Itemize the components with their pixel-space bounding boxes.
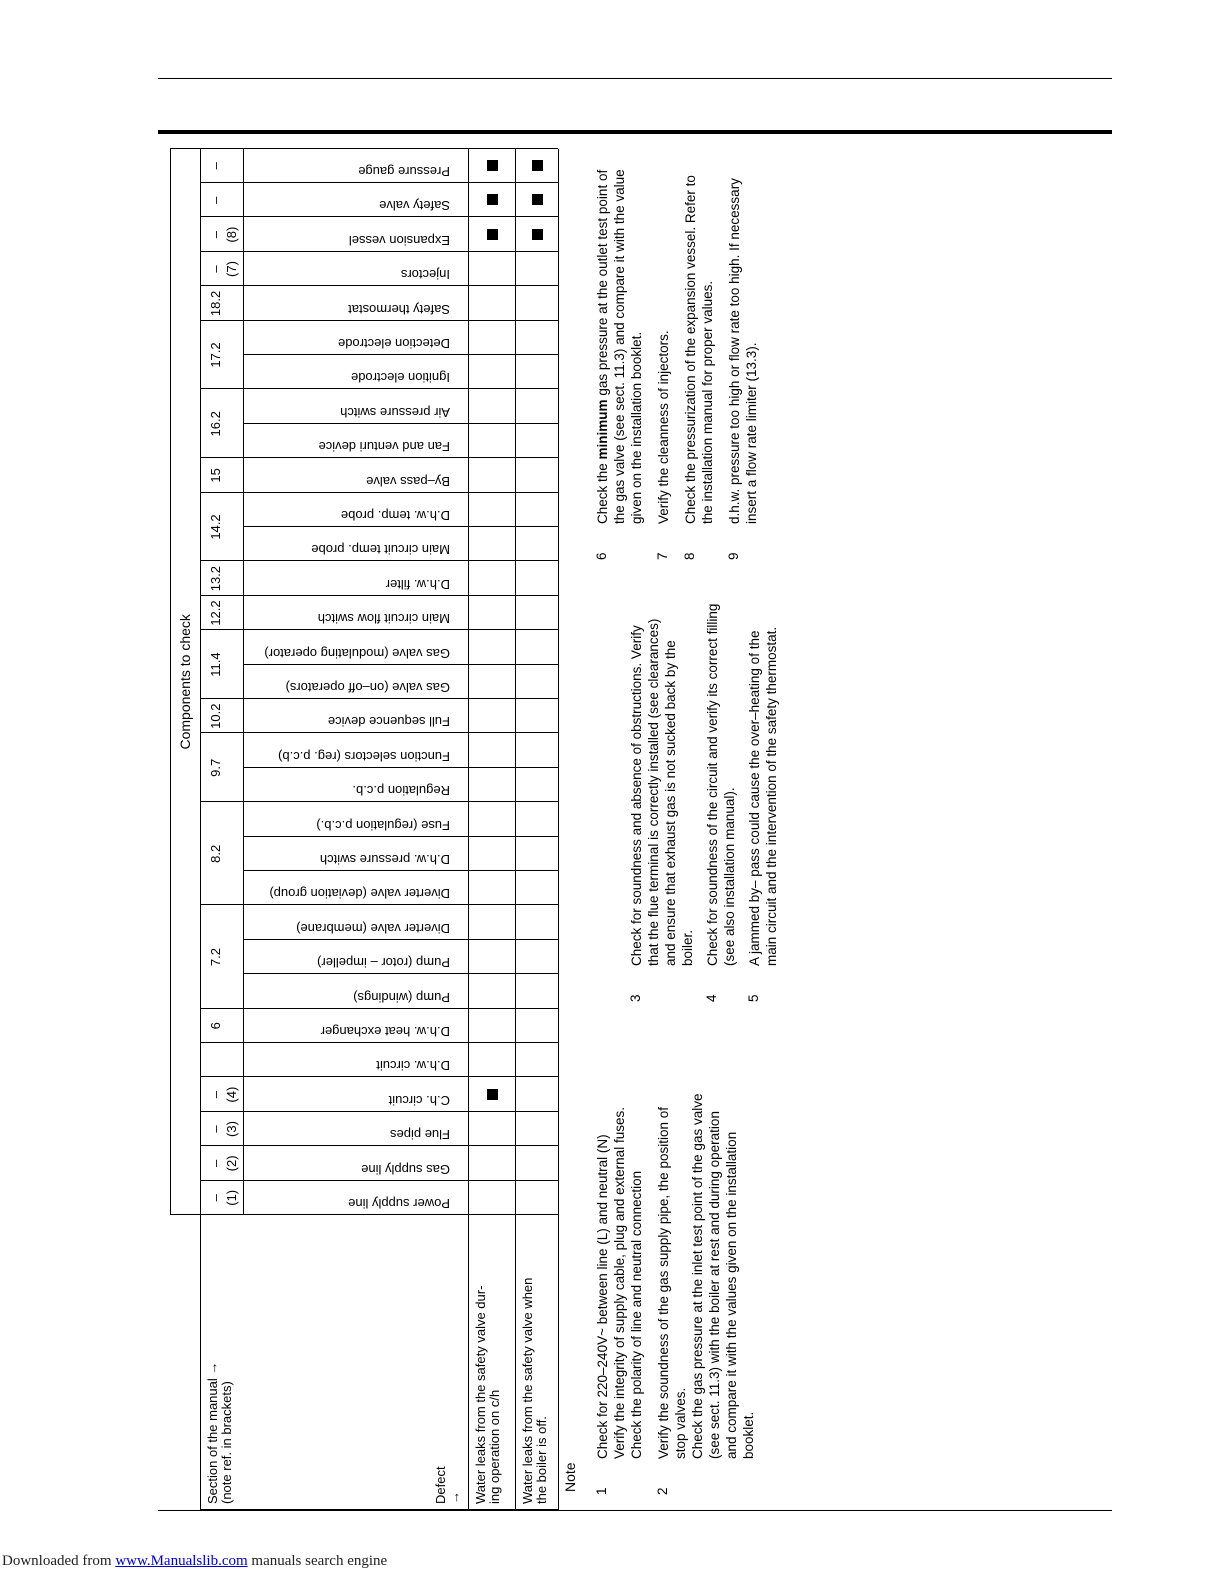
section-header — [206, 1224, 234, 1504]
note-line — [594, 94, 611, 524]
component-label: Gas valve (modulating operator) — [264, 645, 450, 661]
note-line: Check the polarity of line and neutral connection — [629, 1170, 644, 1459]
component-label: Diverter valve (deviation group) — [269, 886, 450, 902]
column-divider — [243, 1076, 558, 1077]
column-divider — [243, 973, 558, 974]
note-number: 7 — [655, 552, 670, 560]
note-number: 5 — [746, 994, 761, 1002]
note-text — [726, 94, 760, 524]
section-number: 9.7 — [208, 758, 223, 777]
note-text — [704, 536, 738, 966]
note-line: insert a flow rate limiter (13.3). — [744, 342, 759, 524]
section-number: – — [208, 162, 223, 170]
note-line: booklet. — [741, 1411, 756, 1459]
column-divider — [243, 320, 558, 321]
column-divider — [243, 354, 558, 355]
section-number: – — [208, 1159, 223, 1168]
note-line-part: Check the — [595, 459, 610, 524]
defect-line: the boiler is off. — [534, 1416, 549, 1504]
column-divider — [243, 526, 558, 527]
component-label: By–pass valve — [366, 473, 450, 489]
note-number: 1 — [594, 1487, 609, 1495]
defect-description — [474, 1219, 502, 1504]
column-divider — [243, 664, 558, 665]
defect-line: Water leaks from the safety valve dur- — [473, 1285, 488, 1504]
column-divider — [243, 388, 558, 389]
note-line: stop valves. — [673, 1387, 688, 1459]
note-text — [655, 1029, 757, 1459]
column-divider — [243, 285, 558, 286]
check-mark — [532, 160, 543, 171]
note-text — [594, 1029, 645, 1459]
component-label: Pump (rotor – impeller) — [317, 955, 450, 971]
section-row-bottom — [243, 149, 244, 1215]
check-mark — [487, 160, 498, 171]
note-number: 3 — [628, 994, 643, 1002]
note-line: Check for soundness of the circuit and verify its correct filling — [705, 603, 720, 966]
footer-prefix: Downloaded from — [2, 1553, 116, 1569]
check-mark — [532, 229, 543, 240]
note-number: 8 — [682, 552, 697, 560]
column-divider — [243, 629, 558, 630]
note-number: 6 — [594, 552, 609, 560]
component-label: Flue pipes — [390, 1127, 450, 1143]
column-divider — [243, 1180, 558, 1181]
note-text — [628, 536, 696, 966]
section-number: 16.2 — [208, 411, 223, 437]
note-line: (see also installation manual). — [722, 787, 737, 966]
note-reference: (3) — [224, 1121, 239, 1137]
table-right-border — [170, 148, 558, 149]
column-divider — [243, 595, 558, 596]
component-label: Gas valve (on–off operators) — [285, 680, 450, 695]
section-number: – — [208, 1091, 223, 1099]
defect-header — [434, 1466, 462, 1504]
section-number: 11.4 — [208, 652, 223, 677]
note-number: 9 — [726, 552, 741, 560]
component-label: Detection electrode — [337, 336, 450, 351]
section-header-title: Section of the manual → — [205, 1361, 220, 1504]
defect-line: ing operation on c/h — [487, 1389, 502, 1504]
component-label: Pump (windings) — [353, 989, 450, 1005]
component-label: Main circuit flow switch — [317, 611, 450, 627]
section-number: 14.2 — [208, 514, 223, 540]
column-divider — [243, 457, 558, 458]
check-mark — [487, 229, 498, 240]
component-label: Pressure gauge — [358, 164, 450, 179]
section-number: 18.2 — [208, 290, 223, 317]
section-number: – — [208, 196, 223, 204]
component-label: Safety thermostat — [348, 301, 450, 317]
note-line: main circuit and the intervention of the safety thermostat. — [764, 626, 779, 966]
section-header-top — [200, 1215, 201, 1510]
defect-label: Defect — [433, 1466, 448, 1504]
note-line: Check for soundness and absence of obstructions. Verify — [629, 625, 644, 966]
component-label: Function selectors (reg. p.c.b) — [278, 748, 450, 764]
column-divider — [243, 1111, 558, 1112]
column-divider — [243, 1008, 558, 1009]
section-number: 6 — [208, 1022, 223, 1030]
column-divider — [243, 870, 558, 871]
manualslib-link[interactable]: www.Manualslib.com — [115, 1553, 248, 1569]
defect-arrow: → — [447, 1491, 462, 1504]
section-divider — [200, 1076, 243, 1077]
check-mark — [532, 194, 543, 205]
column-divider — [243, 801, 558, 802]
section-number: 12.2 — [208, 600, 223, 626]
column-divider — [243, 836, 558, 837]
note-number: 4 — [704, 994, 719, 1002]
component-label: Fuse (regulation p.c.b.) — [316, 817, 450, 833]
component-label: D.h.w. pressure switch — [319, 852, 450, 867]
table-left-border — [468, 1509, 558, 1510]
note-line: d.h.w. pressure too high or flow rate too high. If necessary — [727, 178, 742, 524]
section-number: 10.2 — [208, 703, 223, 729]
note-line: Verify the cleanness of injectors. — [656, 330, 671, 524]
component-label: Fan and venturi device — [318, 439, 450, 455]
component-label: D.h.w. circuit — [376, 1058, 450, 1074]
section-number: – — [208, 1194, 223, 1202]
component-label: Safety valve — [379, 198, 450, 214]
component-label: Injectors — [400, 267, 450, 283]
note-number: 2 — [655, 1487, 670, 1495]
note-line: and compare it with the values given on the installation — [724, 1131, 739, 1459]
component-label: Full sequence device — [327, 714, 450, 730]
note-line: Verify the soundness of the gas supply pipe, the position of — [656, 1107, 671, 1459]
note-emphasis: minimum — [595, 399, 610, 460]
section-number: 7.2 — [208, 947, 223, 967]
note-reference: (1) — [224, 1189, 239, 1206]
column-divider — [243, 492, 558, 493]
footer-download-note — [2, 1553, 387, 1570]
column-divider — [243, 939, 558, 940]
check-mark — [487, 194, 498, 205]
component-label: Gas supply line — [361, 1161, 450, 1177]
note-reference: (7) — [224, 261, 239, 277]
rotated-table-page — [158, 143, 1112, 1510]
note-line: (see sect. 11.3) with the boiler at rest and during operation — [707, 1111, 722, 1459]
note-line: that the flue terminal is correctly installed (see clearances) — [646, 618, 661, 966]
column-divider — [243, 732, 558, 733]
column-divider — [243, 767, 558, 768]
component-label: Ignition electrode — [350, 370, 450, 386]
note-line: boiler. — [680, 929, 695, 966]
note-line: A jammed by– pass could cause the over–heating of the — [747, 630, 762, 966]
header-rule-thin — [158, 78, 1112, 79]
row-divider — [515, 149, 516, 1510]
note-line: Check for 220–240V~ between line (L) and neutral (N) — [595, 1134, 610, 1459]
column-divider — [243, 698, 558, 699]
check-mark — [487, 1089, 498, 1100]
component-label: Diverter valve (membrane) — [296, 920, 450, 936]
column-divider — [243, 251, 558, 252]
section-number: – — [208, 231, 223, 239]
bottom-rule — [158, 1510, 1112, 1511]
section-number: 8.2 — [208, 844, 223, 863]
section-number: 17.2 — [208, 342, 223, 368]
note-line: Check the pressurization of the expansion vessel. Refer to — [683, 175, 698, 524]
component-label: Main circuit temp. probe — [311, 542, 450, 558]
components-caption: Components to check — [177, 614, 193, 750]
component-label: D.h.w. temp. probe — [340, 508, 450, 523]
note-line: Verify the integrity of supply cable, plug and external fuses. — [612, 1107, 627, 1459]
section-number: 15 — [208, 468, 223, 483]
component-label: C.h. circuit — [388, 1092, 450, 1108]
component-label: Expansion vessel — [348, 232, 450, 248]
note-reference: (4) — [224, 1086, 239, 1103]
caption-divider — [200, 149, 201, 1215]
column-divider — [243, 423, 558, 424]
note-text — [594, 94, 645, 524]
component-label: D.h.w. heat exchanger — [320, 1024, 450, 1039]
note-line: Check the gas pressure at the inlet test point of the gas valve — [690, 1093, 705, 1459]
column-divider — [243, 1145, 558, 1146]
section-header-left-border — [200, 1509, 468, 1510]
defect-line: Water leaks from the safety valve when — [520, 1277, 535, 1504]
table-top-border — [170, 149, 171, 1215]
note-text — [746, 536, 780, 966]
column-divider — [243, 904, 558, 905]
note-reference: (8) — [224, 226, 239, 243]
column-divider — [243, 182, 558, 183]
note-line: given on the installation booklet. — [629, 331, 644, 524]
component-label: Regulation p.c.b. — [352, 783, 450, 799]
component-label: Air pressure switch — [340, 404, 450, 420]
column-divider — [243, 560, 558, 561]
column-divider — [243, 1042, 558, 1043]
notes-title: Note — [562, 1462, 578, 1492]
component-label: D.h.w. filter — [385, 576, 450, 592]
note-line-part: gas pressure at the outlet test point of — [595, 169, 610, 400]
table-bottom-border — [558, 149, 559, 1510]
note-line: and ensure that exhaust gas is not sucked back by the — [663, 640, 678, 966]
footer-suffix: manuals search engine — [247, 1553, 388, 1569]
note-text — [655, 94, 672, 524]
note-line: the installation manual for proper values. — [700, 280, 715, 524]
section-number: – — [208, 265, 223, 273]
note-text — [682, 94, 716, 524]
note-line: the gas valve (see sect. 11.3) and compare it with the value — [612, 169, 627, 524]
column-divider — [243, 216, 558, 217]
defect-header-divider — [468, 1215, 469, 1510]
section-number: – — [208, 1125, 223, 1133]
section-number: 13.2 — [208, 565, 223, 592]
note-reference: (2) — [224, 1155, 239, 1172]
section-header-note: (note ref. in brackets) — [219, 1381, 234, 1504]
defect-description — [521, 1219, 549, 1504]
component-label: Power supply line — [348, 1196, 450, 1211]
